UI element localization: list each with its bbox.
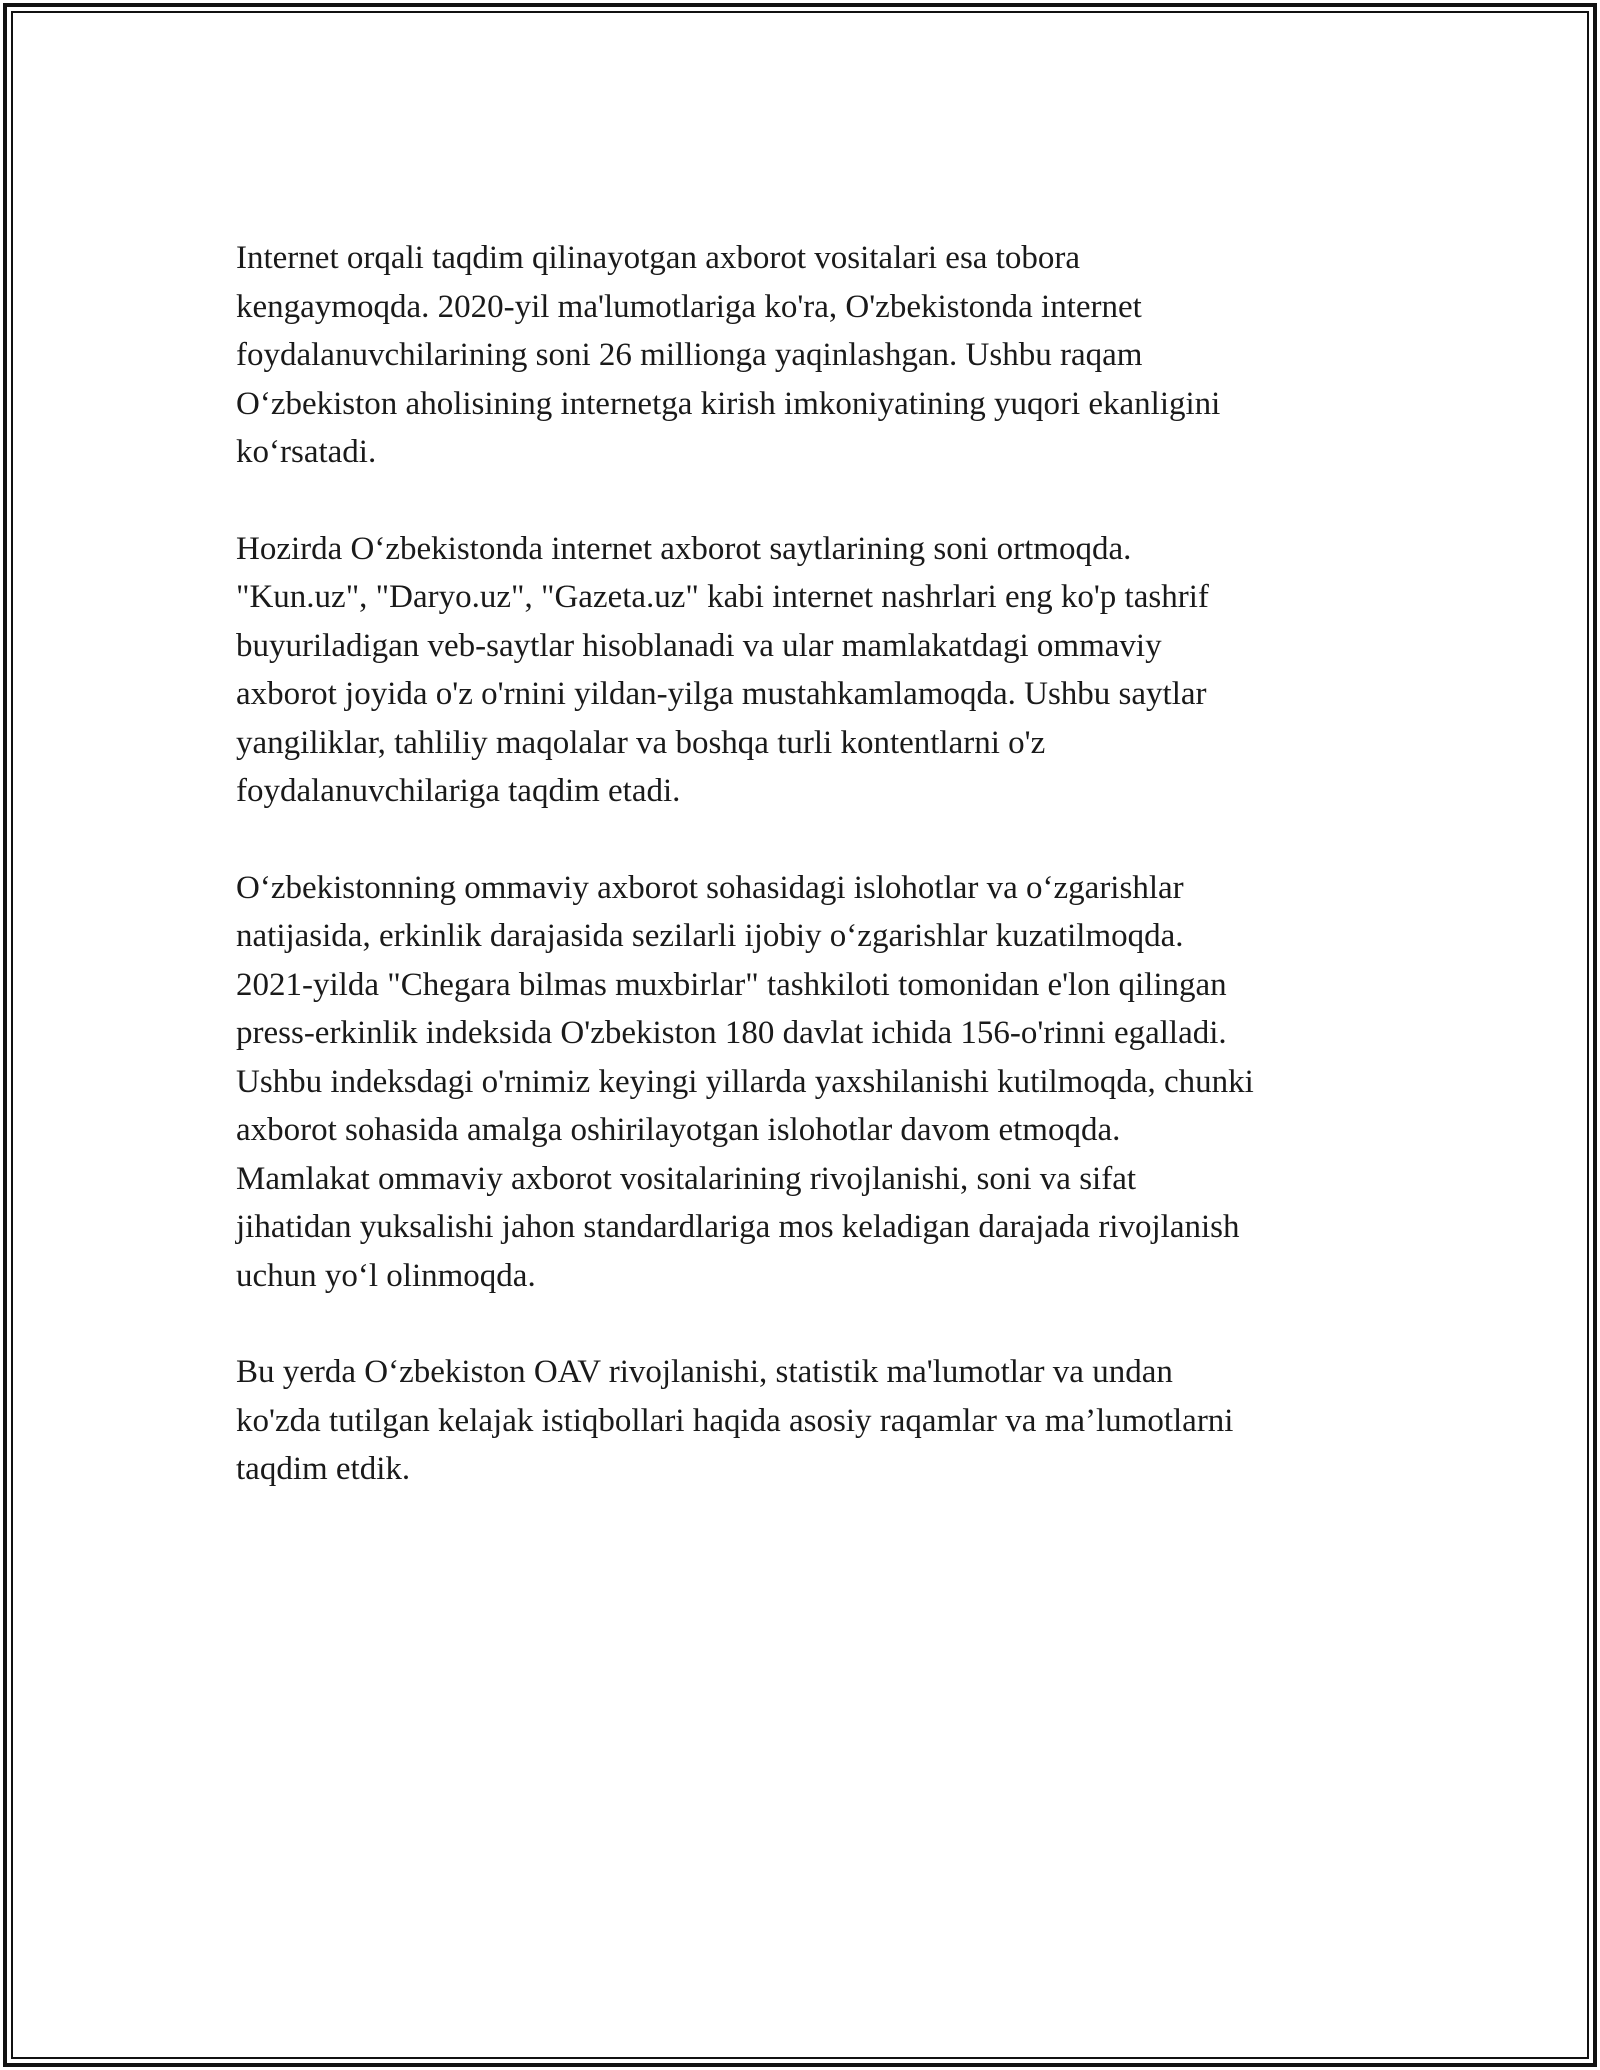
text-line: Ushbu indeksdagi o'rnimiz keyingi yillarda yaxshilanishi kutilmoqda, chunki: [236, 1063, 1254, 1100]
text-line: natijasida, erkinlik darajasida sezilarli ijobiy o‘zgarishlar kuzatilmoqda.: [236, 918, 1184, 954]
text-line: ko'zda tutilgan kelajak istiqbollari haqida asosiy raqamlar va ma’lumotlarni: [236, 1402, 1234, 1439]
paragraph-press-freedom: [236, 864, 1386, 1301]
text-line: 2021-yilda "Chegara bilmas muxbirlar" tashkiloti tomonidan e'lon qilingan: [236, 966, 1227, 1003]
text-line: yangiliklar, tahliliy maqolalar va boshqa turli kontentlarni o'z: [236, 724, 1046, 761]
text-line: O‘zbekistonning ommaviy axborot sohasidagi islohotlar va o‘zgarishlar: [236, 869, 1184, 906]
text-line: foydalanuvchilariga taqdim etadi.: [236, 773, 681, 809]
text-line: Bu yerda O‘zbekiston OAV rivojlanishi, statistik ma'lumotlar va undan: [236, 1354, 1173, 1390]
text-line: kengaymoqda. 2020-yil ma'lumotlariga ko'ra, O'zbekistonda internet: [236, 288, 1142, 325]
text-line: taqdim etdik.: [236, 1451, 411, 1487]
text-line: ko‘rsatadi.: [236, 434, 377, 470]
text-line: buyuriladigan veb-saytlar hisoblanadi va ular mamlakatdagi ommaviy: [236, 627, 1162, 664]
text-line: "Kun.uz", "Daryo.uz", "Gazeta.uz" kabi internet nashrlari eng ko'p tashrif: [236, 579, 1209, 615]
document-body: [236, 234, 1386, 1542]
text-line: Internet orqali taqdim qilinayotgan axborot vositalari esa tobora: [236, 240, 1080, 276]
text-line: press-erkinlik indeksida O'zbekiston 180 davlat ichida 156-o'rinni egalladi.: [236, 1015, 1227, 1051]
text-line: Hozirda O‘zbekistonda internet axborot saytlarining soni ortmoqda.: [236, 530, 1132, 567]
text-line: axborot joyida o'z o'rnini yildan-yilga mustahkamlamoqda. Ushbu saytlar: [236, 676, 1207, 712]
text-line: jihatidan yuksalishi jahon standardlariga mos keladigan darajada rivojlanish: [236, 1209, 1240, 1245]
text-line: foydalanuvchilarining soni 26 millionga yaqinlashgan. Ushbu raqam: [236, 337, 1143, 373]
text-line: Mamlakat ommaviy axborot vositalarining rivojlanishi, soni va sifat: [236, 1160, 1137, 1197]
paragraph-news-sites: [236, 525, 1386, 816]
text-line: uchun yo‘l olinmoqda.: [236, 1257, 536, 1294]
paragraph-internet-media: [236, 234, 1386, 477]
text-line: axborot sohasida amalga oshirilayotgan islohotlar davom etmoqda.: [236, 1112, 1121, 1148]
text-line: O‘zbekiston aholisining internetga kirish imkoniyatining yuqori ekanligini: [236, 385, 1221, 422]
paragraph-conclusion: [236, 1348, 1386, 1494]
